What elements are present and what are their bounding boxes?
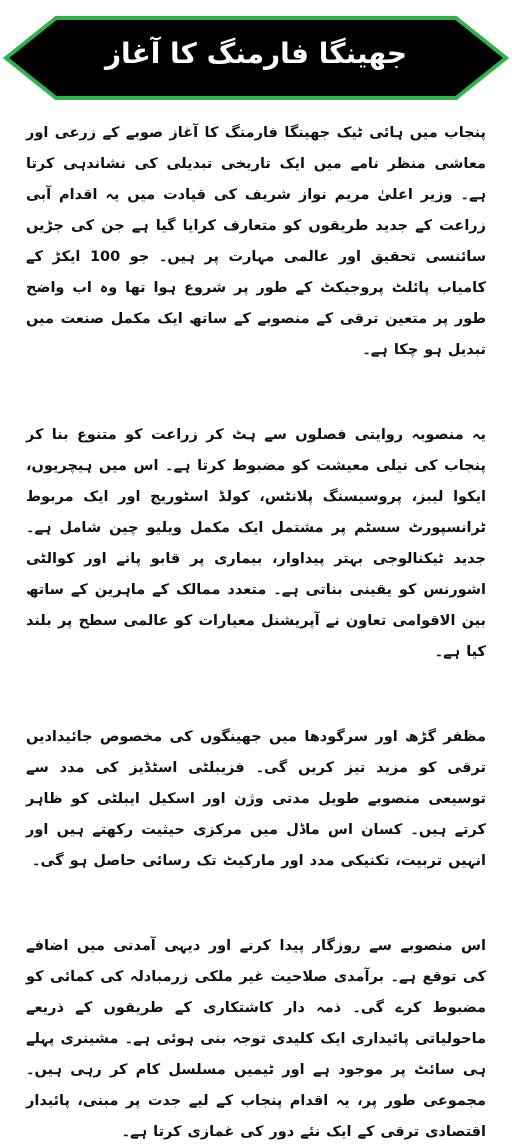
paragraph-2: یہ منصوبہ روایتی فصلوں سے ہٹ کر زراعت کو متنوع بنا کر پنجاب کی نیلی معیشت کو مضبوط کرتا ہے۔ اس میں ہیچریوں، ایکوا لیبز، پروسیسنگ پلانٹس، کولڈ اسٹوریج اور ایک مربوط ٹرانسپورٹ سسٹم پر مشتمل ایک مکمل ویلیو چین شامل ہے۔ جدید ٹیکنالوجی بہتر پیداوار، بیماری پر قابو پانے اور کوالٹی اشورنس کو یقینی بناتی ہے۔ متعدد ممالک کے ماہرین کے ساتھ بین الاقوامی تعاون نے آپریشنل معیارات کو عالمی سطح پر بلند کیا ہے۔ — [26, 427, 486, 660]
paragraph-4: اس منصوبے سے روزگار پیدا کرنے اور دیہی آمدنی میں اضافے کی توقع ہے۔ برآمدی صلاحیت غیر ملکی زرمبادلہ کی کمائی کو مضبوط کرے گی۔ ذمہ دار کاشتکاری کے طریقوں کے ذریعے ماحولیاتی پائیداری ایک کلیدی توجہ بنی ہوئی ہے۔ مشینری پہلے ہی سائٹ پر موجود ہے اور ٹیمیں مسلسل کام کر رہی ہیں۔ مجموعی طور پر، یہ اقدام پنجاب کے لیے جدت پر مبنی، پائیدار اقتصادی ترقی کے ایک نئے دور کی غمازی کرتا ہے۔ — [26, 938, 486, 1140]
page-title: جھینگا فارمنگ کا آغاز — [104, 37, 408, 70]
title-banner — [0, 8, 512, 108]
paragraph-1: پنجاب میں ہائی ٹیک جھینگا فارمنگ کا آغاز صوبے کے زرعی اور معاشی منظر نامے میں ایک تاریخی تبدیلی کی نشاندہی کرتا ہے۔ وزیر اعلیٰ مریم نواز شریف کی قیادت میں یہ اقدام آبی زراعت کے جدید طریقوں کو متعارف کرایا گیا ہے جن کی جڑیں سائنسی تحقیق اور عالمی مہارت پر ہیں۔ جو 100 ایکڑ کے کامیاب پائلٹ پروجیکٹ کے طور پر شروع ہوا تھا وہ اب واضح طور پر متعین ترقی کے منصوبے کے ساتھ ایک مکمل صنعت میں تبدیل ہو چکا ہے۔ — [26, 125, 486, 358]
paragraph-3: مظفر گڑھ اور سرگودھا میں جھینگوں کی مخصوص جائیدادیں ترقی کو مزید تیز کریں گی۔ فزیبلٹی اسٹڈیز کی مدد سے توسیعی منصوبے طویل مدتی وژن اور اسکیل ایبلٹی کو ظاہر کرتے ہیں۔ کسان اس ماڈل میں مرکزی حیثیت رکھتے ہیں اور انہیں تربیت، تکنیکی مدد اور مارکیٹ تک رسائی حاصل ہو گی۔ — [26, 729, 486, 869]
article-body — [26, 118, 486, 1140]
